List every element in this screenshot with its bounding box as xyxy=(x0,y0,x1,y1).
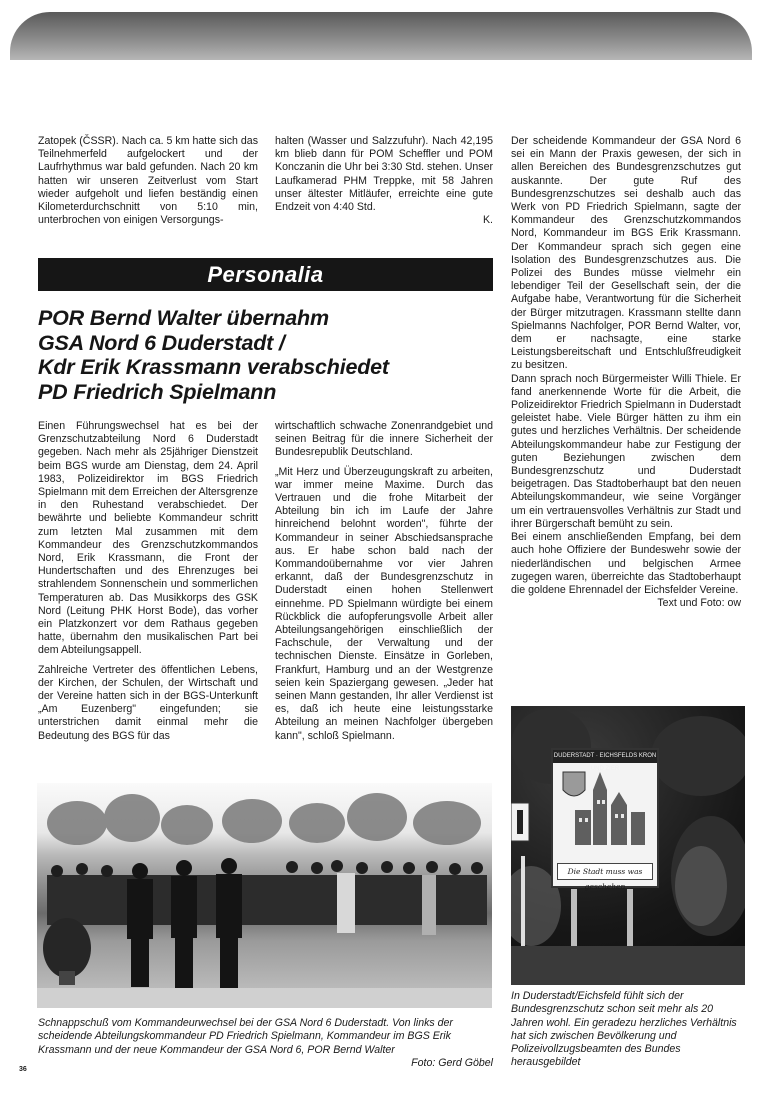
col1-top-text: Zatopek (ČSSR). Nach ca. 5 km hatte sich das Teilnehmerfeld aufgelockert und der Laufrhythmus war bald gefunden. Nach 20 km hatten wir unseren Zeitverlust vom Start wieder aufgeholt und liefen beständig einen Kilometerdurchschnitt von 5:10 min, unterbrochen von einigen Versorgungs- xyxy=(38,135,258,227)
section-banner: Personalia xyxy=(38,258,493,291)
ceremony-photo xyxy=(37,783,492,1008)
col3-paragraph-1: Der scheidende Kommandeur der GSA Nord 6 sei ein Mann der Praxis gewesen, der sich in allen Bereichen des Bundesgrenzschutzes gut auskannte. Der gute Ruf des Bundesgrenzschutzes sei deshalb auch das Werk von PD Friedrich Spielmann, sagte der Kommandeur des Grenzschutzkommandos Nord, Kommandeur im BGS Erik Krassmann. Der Kommandeur sprach sich gegen eine Isolation des Bundesgrenzschutzes aus. Die Polizei des Bundes müsse vielmehr ein lebendiger Teil der Gesellschaft sein, der die Aufgabe habe, Verantwortung für die Sicherheit der Bürger mitzutragen. Krassmann stellte dann Spielmanns Nachfolger, POR Bernd Walter, vor, dem er nachsagte, eine starke Leistungsbereitschaft und Entschlußfreudigkeit zu besitzen. xyxy=(511,135,741,372)
col2-top-signature: K. xyxy=(482,214,493,227)
page-number: 36 xyxy=(19,1066,27,1073)
col1-paragraph-2: Zahlreiche Vertreter des öffentlichen Lebens, der Kirchen, der Schulen, der Wirtschaft und der Vereine hatten sich in der BGS-Unterkunft „Am Euzenberg" eingefunden; sie unterstrichen damit einmal mehr die Bedeutung des BGS für das xyxy=(38,663,258,742)
town-sign xyxy=(551,748,659,891)
ceremony-caption-text: Schnappschuß vom Kommandeurwechsel bei der GSA Nord 6 Duderstadt. Von links der scheidende Abteilungskommandeur PD Friedrich Spielmann, Kommandeur im BGS Erik Krassmann und der neue Kommandeur der GSA Nord 6, POR Bernd Walter xyxy=(38,1017,453,1056)
col3-credit: Text und Foto: ow xyxy=(657,597,741,610)
ceremony-photo-caption xyxy=(38,1017,493,1070)
ceremony-photo-illustration xyxy=(37,783,492,1008)
col3-paragraph-2: Dann sprach noch Bürgermeister Willi Thiele. Er fand anerkennende Worte für die Arbeit, die Polizeidirektor Friedrich Spielmann in Duderstadt geleistet habe. Viele Bürger hätten zu ihm ein gutes und herzliches Verhältnis. Der scheidende Abteilungskommandeur habe zur Festigung der guten Beziehungen zwischen dem Bundesgrenzschutz und Duderstadt beigetragen. Das Stadtoberhaupt bat den neuen Abteilungskommandeur, wie seine Vorgänger um ein vertrauensvolles Verhältnis zur Stadt und ihrer Bürgerschaft bemüht zu sein. xyxy=(511,372,741,530)
col2-continuation xyxy=(275,135,493,227)
col2-paragraph-1: wirtschaftlich schwache Zonenrandgebiet und seinen Beitrag für die innere Sicherheit der Bundesrepublik Deutschland. xyxy=(275,420,493,459)
col2-paragraph-2: „Mit Herz und Überzeugungskraft zu arbeiten, war immer meine Maxime. Durch das Vertrauen und die frohe Mitarbeit der Abteilung bin ich im Laufe der Jahre hinreichend belohnt worden", führte der Kommandeur in seiner Abschiedsansprache aus. Er habe schon bald nach der Kommandoübernahme vor vier Jahren erkannt, daß der Bundesgrenzschutz in Duderstadt einen hohen Stellenwert einnehme. PD Spielmann würdigte bei einem Rückblick die aufopferungsvolle Arbeit aller Abteilungsangehörigen einschließlich der Fachschule, der Verwaltung und der technischen Dienste. Einsätze in Gorleben, Frankfurt, Hamburg und an der Westgrenze seien kein Spaziergang gewesen. „Jeder hat seinen Mann gestanden, Ihr aller Verdienst ist es, daß ich heute eine leistungsstarke Abteilung an meinen Nachfolger übergeben kann", schloß Spielmann. xyxy=(275,465,493,742)
headline-line-1: POR Bernd Walter übernahm xyxy=(38,306,329,330)
town-sign-title: DUDERSTADT · EICHSFELDS KRON UND ZIER xyxy=(553,750,657,763)
headline-line-4: PD Friedrich Spielmann xyxy=(38,379,277,404)
ceremony-photo-credit: Foto: Gerd Göbel xyxy=(411,1056,493,1069)
article-headline xyxy=(38,306,498,404)
headline-line-2: GSA Nord 6 Duderstadt / xyxy=(38,330,285,355)
col1-paragraph-1: Einen Führungswechsel hat es bei der Grenzschutzabteilung Nord 6 Duderstadt gegeben. Nach mehr als 25jähriger Dienstzeit beim BGS wurde am Dienstag, dem 24. April 1983, Polizeidirektor im BGS Friedrich Spielmann mit dem Erreichen der Altersgrenze in den Ruhestand verabschiedet. Der bewährte und beliebte Kommandeur schritt zum letzten Mal zusammen mit dem Kommandeur des Grenzschutzkommandos Nord, Erik Krassmann, die Front der Hundertschaften und des Ehrenzuges bei strahlendem Sonnenschein und sommerlichen Temperaturen ab. Das Musikkorps des GSK Nord (Leitung PHK Horst Bode), das vorher ein Platzkonzert vor dem Rathaus gegeben hatte, übernahm den musikalischen Part bei dem Abteilungsappell. xyxy=(38,420,258,657)
town-sign-photo-caption: In Duderstadt/Eichsfeld fühlt sich der Bundesgrenzschutz schon seit mehr als 20 Jahren wohl. Ein geradezu herzliches Verhältnis hat sich zwischen Bevölkerung und Polizeivollzugsbeamten des Bundes herausgebildet xyxy=(511,990,737,1069)
article-col-1 xyxy=(38,420,258,743)
town-sign-slogan: Die Stadt muss was geschehen xyxy=(557,863,653,880)
article-col-2 xyxy=(275,420,493,743)
col3-paragraph-3: Bei einem anschließenden Empfang, bei dem auch hohe Offiziere der Bundeswehr sowie der niederländischen und belgischen Armee zugegen waren, überreichte das Stadtoberhaupt die goldene Ehrennadel der Eichsfelder Vereine. xyxy=(511,531,741,596)
article-col-3 xyxy=(511,135,741,610)
headline-line-3: Kdr Erik Krassmann verabschiedet xyxy=(38,355,389,379)
col1-continuation xyxy=(38,135,258,227)
col2-top-text: halten (Wasser und Salzzufuhr). Nach 42,195 km blieb dann für POM Scheffler und POM Konczanin die Uhr bei 3:30 Std. stehen. Unser Laufkamerad PHM Treppke, mit 58 Jahren unser ältester Mitläufer, erreichte eine gute Endzeit von 4:40 Std. xyxy=(275,135,493,214)
